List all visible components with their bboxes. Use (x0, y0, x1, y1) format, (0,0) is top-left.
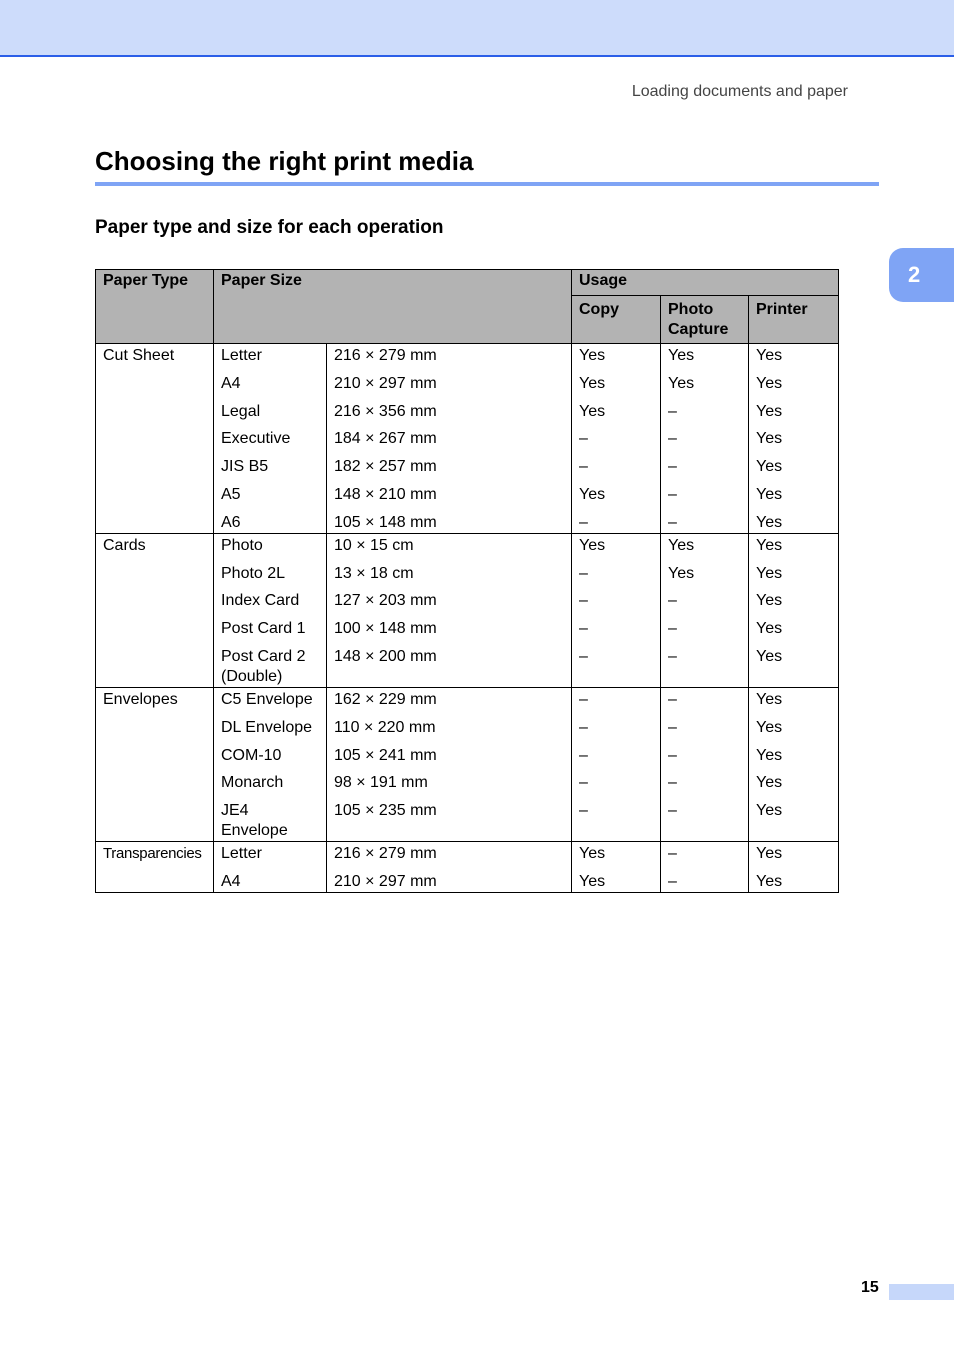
paper-name: Monarch (221, 774, 284, 792)
page-number-bar (889, 1284, 954, 1300)
row-gap (221, 477, 319, 485)
paper-name-continued: (Double) (221, 667, 283, 685)
chapter-number: 2 (908, 262, 921, 287)
chapter-tab (889, 248, 954, 302)
row-gap (334, 394, 564, 402)
row-gap (756, 477, 831, 485)
paper-name: Post Card 2 (221, 647, 306, 665)
copy-value: Yes (579, 536, 606, 554)
row-gap (579, 738, 653, 746)
paper-name: A5 (221, 485, 241, 503)
printer-value: Yes (756, 374, 783, 392)
row-gap (668, 864, 741, 872)
paper-dimensions: 210 × 297 mm (334, 872, 437, 890)
photo-capture-value: – (668, 620, 677, 638)
line-spacer (334, 667, 564, 687)
row-gap (668, 449, 741, 457)
printer-value-cell (749, 344, 839, 534)
printer-value: Yes (756, 513, 783, 531)
paper-name: COM-10 (221, 746, 282, 764)
row-gap (334, 422, 564, 430)
copy-value: Yes (579, 872, 606, 890)
header-photo-capture: Photo Capture (661, 296, 749, 344)
paper-type-cell (96, 533, 214, 687)
copy-value: – (579, 774, 588, 792)
row-gap (334, 766, 564, 774)
paper-name: Index Card (221, 592, 300, 610)
printer-value-cell (749, 842, 839, 893)
row-gap (221, 611, 319, 619)
paper-name: Legal (221, 402, 261, 420)
paper-type-label: Transparencies (103, 845, 202, 863)
photo-capture-value-cell (661, 344, 749, 534)
row-gap (668, 505, 741, 513)
row-gap (579, 556, 653, 564)
copy-value: – (579, 513, 588, 531)
paper-name: Executive (221, 430, 291, 448)
paper-name: A4 (221, 872, 241, 890)
printer-value: Yes (756, 458, 783, 476)
copy-value: Yes (579, 845, 606, 863)
paper-dimensions: 184 × 267 mm (334, 430, 437, 448)
row-gap (579, 584, 653, 592)
paper-type-cell (96, 687, 214, 841)
row-gap (579, 366, 653, 374)
copy-value: – (579, 620, 588, 638)
row-gap (334, 738, 564, 746)
line-spacer (579, 821, 653, 841)
row-gap (756, 394, 831, 402)
paper-name-cell (214, 687, 327, 841)
paper-dimensions: 105 × 148 mm (334, 513, 437, 531)
paper-type-label: Cut Sheet (103, 347, 175, 364)
printer-value: Yes (756, 690, 783, 708)
photo-capture-value: – (668, 402, 677, 420)
photo-capture-value: – (668, 845, 677, 863)
paper-name: A6 (221, 513, 241, 531)
paper-dimensions: 13 × 18 cm (334, 564, 414, 582)
row-gap (221, 584, 319, 592)
row-gap (334, 556, 564, 564)
paper-dimensions: 110 × 220 mm (334, 718, 436, 736)
row-gap (756, 639, 831, 647)
row-gap (668, 477, 741, 485)
copy-value: – (579, 746, 588, 764)
header-printer: Printer (749, 296, 839, 344)
line-spacer (668, 667, 741, 687)
paper-dimensions: 10 × 15 cm (334, 536, 414, 554)
photo-capture-value: – (668, 802, 677, 820)
row-gap (334, 449, 564, 457)
row-gap (756, 766, 831, 774)
row-gap (579, 766, 653, 774)
row-gap (334, 864, 564, 872)
paper-name-cell (214, 842, 327, 893)
photo-capture-value: – (668, 872, 677, 890)
paper-dimensions: 148 × 210 mm (334, 485, 437, 503)
paper-dimensions: 210 × 297 mm (334, 374, 437, 392)
row-gap (668, 366, 741, 374)
row-gap (668, 394, 741, 402)
paper-name-cell (214, 533, 327, 687)
copy-value-cell (572, 344, 661, 534)
paper-dimensions: 100 × 148 mm (334, 620, 437, 638)
row-gap (668, 611, 741, 619)
copy-value: Yes (579, 347, 606, 364)
paper-dimensions: 216 × 356 mm (334, 402, 437, 420)
paper-name: JE4 (221, 802, 249, 820)
paper-name: C5 Envelope (221, 690, 313, 708)
page-number: 15 (861, 1279, 879, 1296)
photo-capture-value: – (668, 592, 677, 610)
paper-dimensions: 216 × 279 mm (334, 347, 437, 364)
paper-name: Photo (221, 536, 263, 554)
copy-value: – (579, 458, 588, 476)
row-gap (334, 584, 564, 592)
printer-value: Yes (756, 402, 783, 420)
row-gap (334, 710, 564, 718)
printer-value: Yes (756, 592, 783, 610)
row-gap (221, 366, 319, 374)
row-gap (221, 710, 319, 718)
row-gap (579, 477, 653, 485)
row-gap (668, 556, 741, 564)
row-gap (334, 366, 564, 374)
row-gap (221, 449, 319, 457)
row-gap (756, 449, 831, 457)
printer-value: Yes (756, 536, 783, 554)
paper-dimensions-cell (327, 533, 572, 687)
printer-value: Yes (756, 872, 783, 890)
row-gap (334, 611, 564, 619)
paper-dimensions-cell (327, 842, 572, 893)
row-gap (579, 639, 653, 647)
copy-value-cell (572, 842, 661, 893)
paper-name: A4 (221, 374, 241, 392)
row-gap (579, 793, 653, 801)
table-row (96, 687, 839, 841)
row-gap (756, 584, 831, 592)
header-paper-size: Paper Size (214, 270, 572, 344)
row-gap (579, 864, 653, 872)
page-title: Choosing the right print media (95, 146, 474, 176)
table-body (96, 344, 839, 893)
line-spacer (334, 821, 564, 841)
photo-capture-value: Yes (668, 347, 695, 364)
photo-capture-value: – (668, 690, 677, 708)
top-header-band (0, 0, 954, 57)
printer-value: Yes (756, 430, 783, 448)
header-usage: Usage (572, 270, 839, 296)
row-gap (756, 505, 831, 513)
copy-value: – (579, 592, 588, 610)
running-header: Loading documents and paper (631, 83, 848, 100)
row-gap (221, 793, 319, 801)
printer-value-cell (749, 687, 839, 841)
printer-value: Yes (756, 620, 783, 638)
paper-name: Post Card 1 (221, 620, 306, 638)
paper-type-cell (96, 344, 214, 534)
line-spacer (579, 667, 653, 687)
photo-capture-value-cell (661, 533, 749, 687)
photo-capture-value: – (668, 718, 677, 736)
photo-capture-value: – (668, 774, 677, 792)
table-row (96, 533, 839, 687)
row-gap (756, 710, 831, 718)
photo-capture-value-cell (661, 687, 749, 841)
section-subtitle: Paper type and size for each operation (95, 217, 444, 238)
row-gap (579, 611, 653, 619)
paper-dimensions-cell (327, 344, 572, 534)
copy-value: – (579, 564, 588, 582)
row-gap (668, 710, 741, 718)
row-gap (334, 639, 564, 647)
printer-value-cell (749, 533, 839, 687)
row-gap (334, 505, 564, 513)
row-gap (221, 766, 319, 774)
row-gap (334, 793, 564, 801)
paper-name: Letter (221, 347, 262, 364)
printer-value: Yes (756, 802, 783, 820)
paper-dimensions: 127 × 203 mm (334, 592, 437, 610)
photo-capture-value: Yes (668, 536, 695, 554)
printer-value: Yes (756, 774, 783, 792)
photo-capture-value: – (668, 647, 677, 665)
copy-value-cell (572, 687, 661, 841)
printer-value: Yes (756, 647, 783, 665)
paper-dimensions: 105 × 241 mm (334, 746, 437, 764)
row-gap (668, 738, 741, 746)
header-paper-type: Paper Type (96, 270, 214, 344)
paper-name: JIS B5 (221, 458, 269, 476)
row-gap (221, 864, 319, 872)
row-gap (668, 422, 741, 430)
header-copy: Copy (572, 296, 661, 344)
row-gap (221, 556, 319, 564)
photo-capture-value: – (668, 458, 677, 476)
copy-value: – (579, 802, 588, 820)
row-gap (668, 584, 741, 592)
paper-name: Letter (221, 845, 262, 863)
row-gap (221, 639, 319, 647)
paper-dimensions: 98 × 191 mm (334, 774, 428, 792)
row-gap (668, 766, 741, 774)
copy-value: Yes (579, 402, 606, 420)
printer-value: Yes (756, 485, 783, 503)
row-gap (579, 422, 653, 430)
row-gap (579, 394, 653, 402)
paper-dimensions-cell (327, 687, 572, 841)
photo-capture-value: – (668, 513, 677, 531)
row-gap (579, 449, 653, 457)
row-gap (579, 505, 653, 513)
copy-value: Yes (579, 374, 606, 392)
printer-value: Yes (756, 564, 783, 582)
printer-value: Yes (756, 845, 783, 863)
photo-capture-value: – (668, 746, 677, 764)
copy-value: – (579, 718, 588, 736)
row-gap (334, 477, 564, 485)
paper-dimensions: 105 × 235 mm (334, 802, 437, 820)
paper-dimensions: 216 × 279 mm (334, 845, 437, 863)
row-gap (756, 793, 831, 801)
title-underline (95, 182, 879, 186)
copy-value: Yes (579, 485, 606, 503)
paper-name-cell (214, 344, 327, 534)
row-gap (756, 611, 831, 619)
photo-capture-value: – (668, 485, 677, 503)
printer-value: Yes (756, 746, 783, 764)
paper-name: Photo 2L (221, 564, 286, 582)
copy-value: – (579, 647, 588, 665)
copy-value-cell (572, 533, 661, 687)
paper-name: DL Envelope (221, 718, 313, 736)
row-gap (756, 864, 831, 872)
row-gap (668, 639, 741, 647)
paper-type-label: Cards (103, 536, 146, 554)
row-gap (756, 422, 831, 430)
row-gap (756, 556, 831, 564)
table-row (96, 344, 839, 534)
photo-capture-value: Yes (668, 374, 695, 392)
paper-type-label: Envelopes (103, 690, 178, 708)
printer-value: Yes (756, 718, 783, 736)
line-spacer (668, 821, 741, 841)
paper-dimensions: 162 × 229 mm (334, 690, 437, 708)
paper-name-continued: Envelope (221, 822, 288, 840)
photo-capture-value: Yes (668, 564, 695, 582)
row-gap (221, 738, 319, 746)
table-row (96, 842, 839, 893)
row-gap (221, 394, 319, 402)
paper-dimensions: 182 × 257 mm (334, 458, 437, 476)
row-gap (756, 366, 831, 374)
printer-value: Yes (756, 347, 783, 364)
photo-capture-value-cell (661, 842, 749, 893)
row-gap (221, 505, 319, 513)
row-gap (756, 738, 831, 746)
paper-dimensions: 148 × 200 mm (334, 647, 437, 665)
copy-value: – (579, 430, 588, 448)
photo-capture-value: – (668, 430, 677, 448)
row-gap (668, 793, 741, 801)
copy-value: – (579, 690, 588, 708)
line-spacer (756, 821, 831, 841)
paper-type-table (95, 269, 839, 893)
row-gap (221, 422, 319, 430)
row-gap (579, 710, 653, 718)
line-spacer (756, 667, 831, 687)
paper-type-cell (96, 842, 214, 893)
